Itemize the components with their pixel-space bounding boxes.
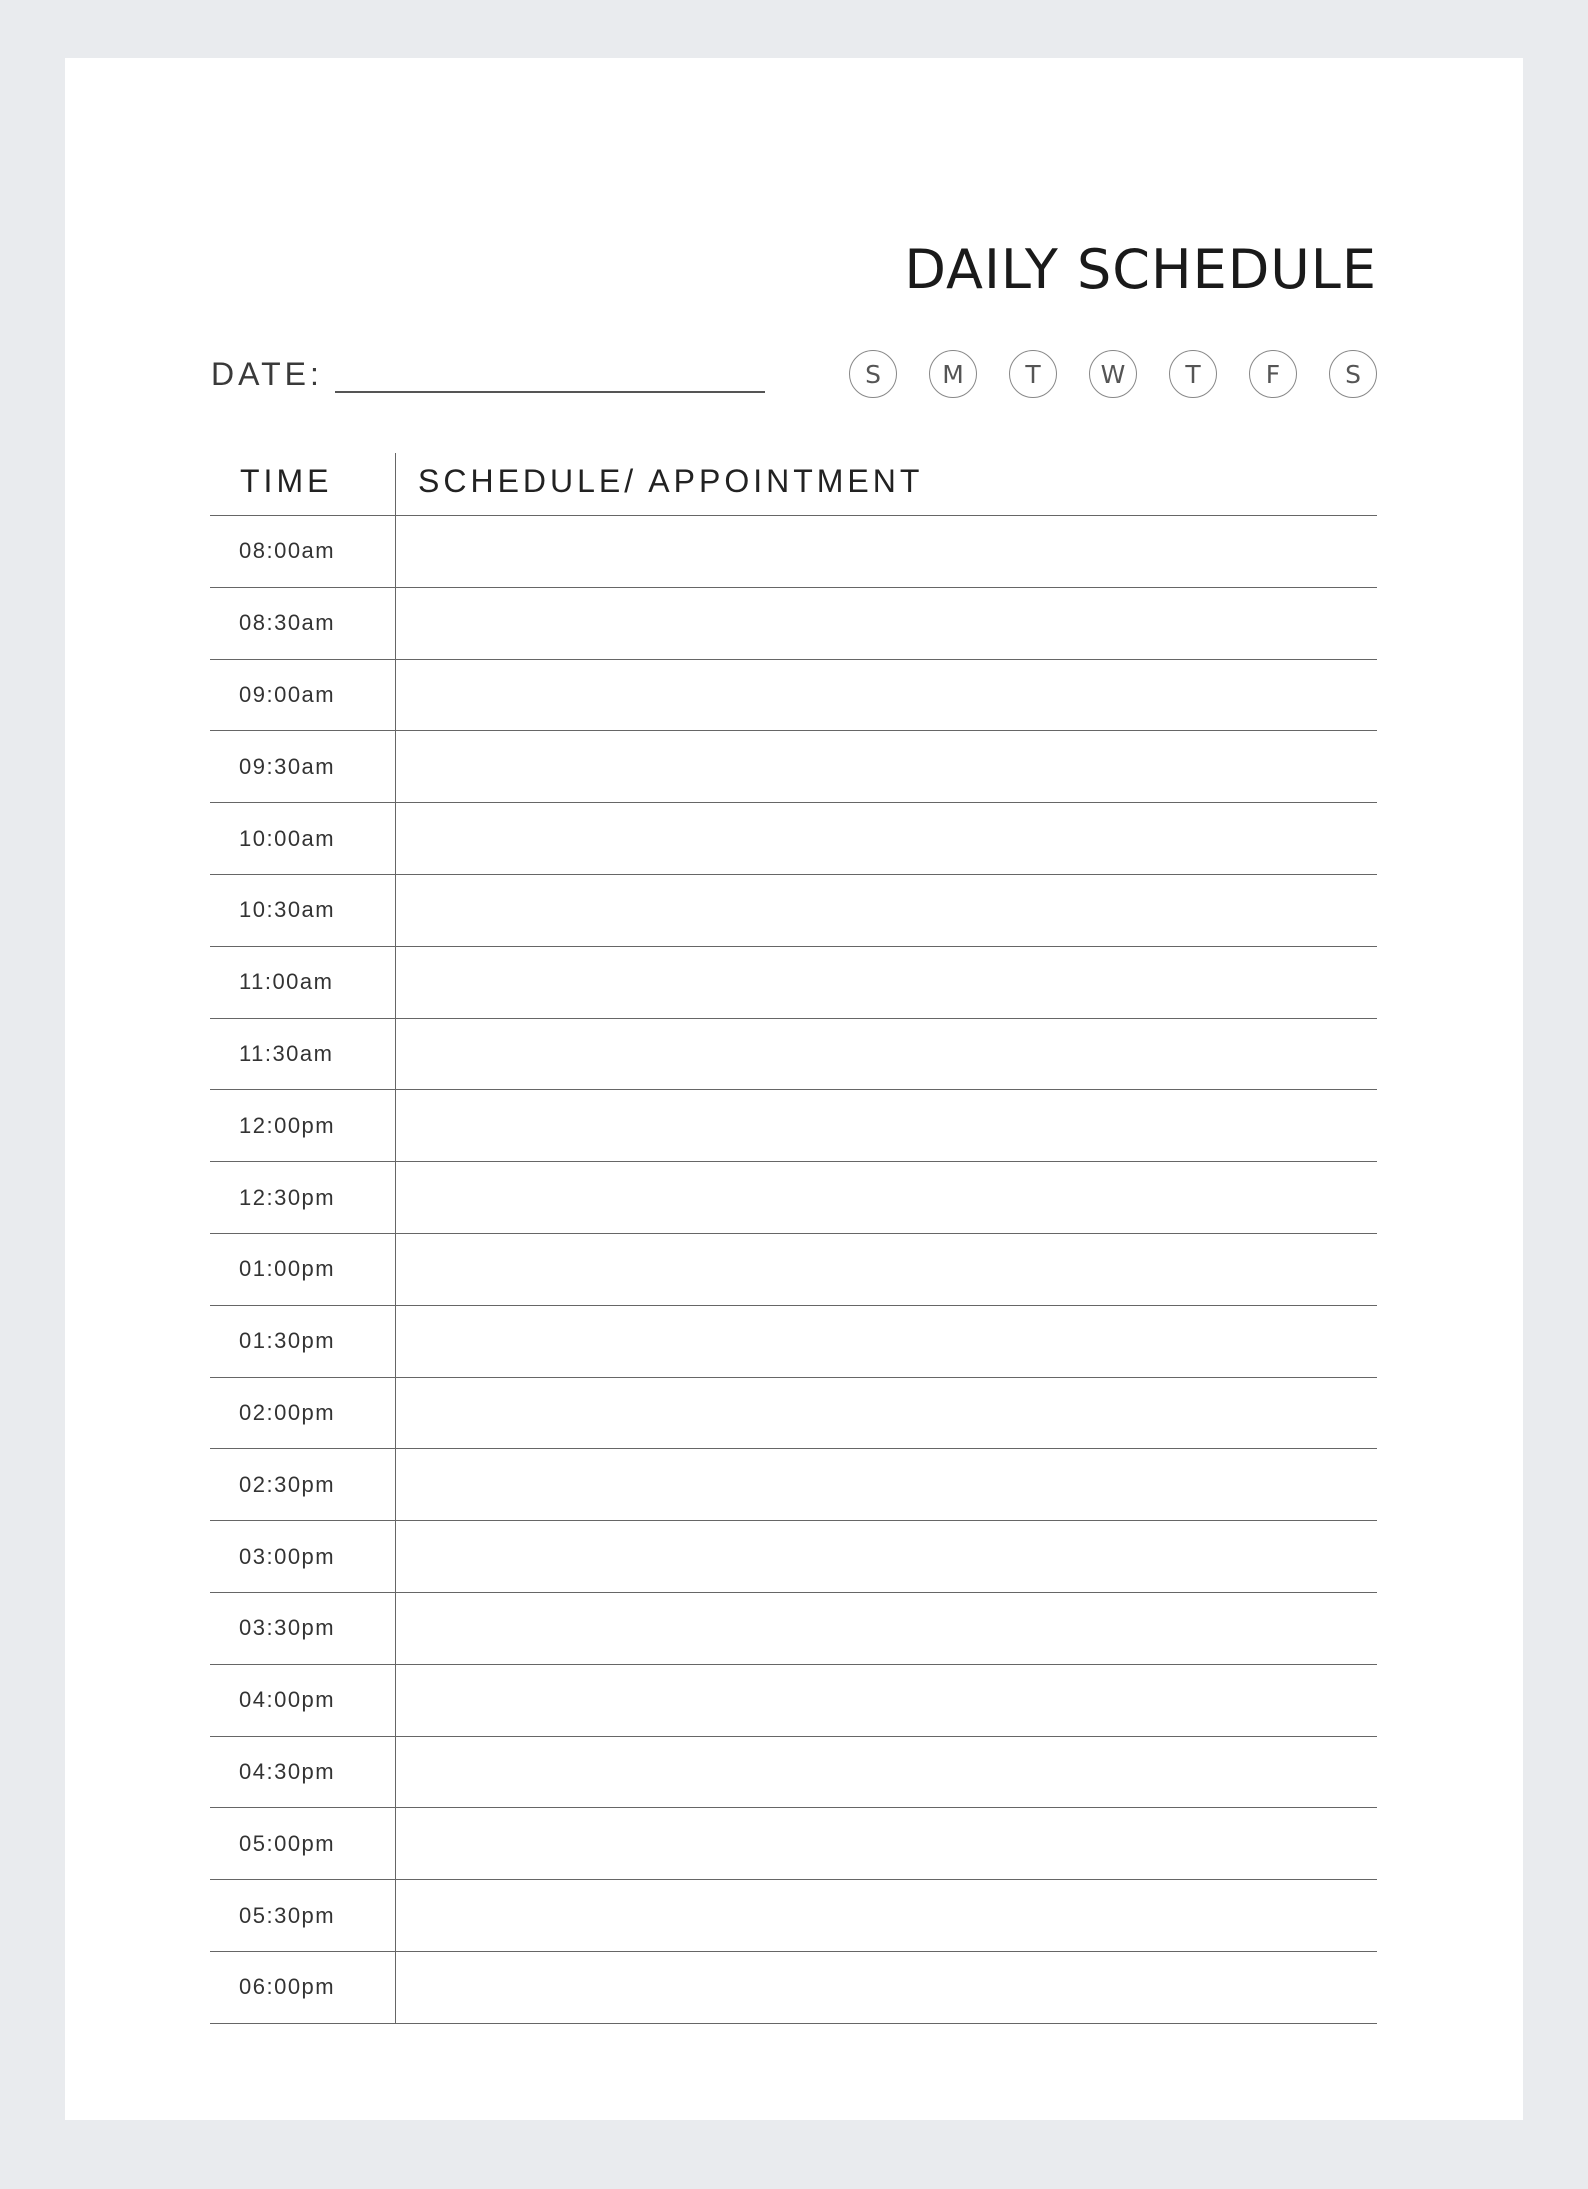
page-title: DAILY SCHEDULE [904, 238, 1377, 301]
time-slot-label: 04:00pm [210, 1665, 396, 1736]
schedule-table [210, 453, 1377, 2024]
time-slot-label: 01:00pm [210, 1234, 396, 1305]
table-header [210, 453, 1377, 516]
table-row [210, 516, 1377, 588]
appointment-cell[interactable] [396, 1952, 1377, 2023]
time-slot-label: 02:30pm [210, 1449, 396, 1520]
time-slot-label: 12:00pm [210, 1090, 396, 1161]
table-row [210, 1737, 1377, 1809]
time-slot-label: 08:30am [210, 588, 396, 659]
table-row [210, 1234, 1377, 1306]
table-row [210, 1593, 1377, 1665]
time-slot-label: 11:30am [210, 1019, 396, 1090]
appointment-cell[interactable] [396, 1808, 1377, 1879]
appointment-cell[interactable] [396, 660, 1377, 731]
appointment-cell[interactable] [396, 1880, 1377, 1951]
weekday-selector [849, 350, 1377, 398]
table-row [210, 1808, 1377, 1880]
time-slot-label: 10:30am [210, 875, 396, 946]
table-row [210, 1952, 1377, 2024]
appointment-cell[interactable] [396, 1737, 1377, 1808]
time-slot-label: 10:00am [210, 803, 396, 874]
day-circle-tuesday[interactable]: T [1009, 350, 1057, 398]
planner-sheet [65, 58, 1523, 2120]
day-circle-thursday[interactable]: T [1169, 350, 1217, 398]
table-row [210, 803, 1377, 875]
appointment-cell[interactable] [396, 875, 1377, 946]
appointment-cell[interactable] [396, 1162, 1377, 1233]
time-slot-label: 09:30am [210, 731, 396, 802]
time-slot-label: 01:30pm [210, 1306, 396, 1377]
appointment-cell[interactable] [396, 1090, 1377, 1161]
appointment-cell[interactable] [396, 1378, 1377, 1449]
day-circle-wednesday[interactable]: W [1089, 350, 1137, 398]
appointment-cell[interactable] [396, 1449, 1377, 1520]
appointment-cell[interactable] [396, 1306, 1377, 1377]
table-row [210, 660, 1377, 732]
time-slot-label: 06:00pm [210, 1952, 396, 2023]
time-slot-label: 02:00pm [210, 1378, 396, 1449]
day-circle-monday[interactable]: M [929, 350, 977, 398]
appointment-cell[interactable] [396, 947, 1377, 1018]
table-row [210, 1090, 1377, 1162]
table-row [210, 731, 1377, 803]
time-slot-label: 12:30pm [210, 1162, 396, 1233]
time-slot-label: 03:30pm [210, 1593, 396, 1664]
day-circle-sunday[interactable]: S [849, 350, 897, 398]
appointment-cell[interactable] [396, 1593, 1377, 1664]
appointment-cell[interactable] [396, 803, 1377, 874]
day-circle-friday[interactable]: F [1249, 350, 1297, 398]
time-slot-label: 04:30pm [210, 1737, 396, 1808]
appointment-cell[interactable] [396, 1665, 1377, 1736]
time-column-header: TIME [210, 453, 396, 515]
date-input-line[interactable] [335, 361, 765, 393]
time-slot-label: 03:00pm [210, 1521, 396, 1592]
table-row [210, 1449, 1377, 1521]
date-row [211, 356, 765, 393]
time-slot-label: 05:30pm [210, 1880, 396, 1951]
day-circle-saturday[interactable]: S [1329, 350, 1377, 398]
appointment-cell[interactable] [396, 1019, 1377, 1090]
appointment-cell[interactable] [396, 731, 1377, 802]
table-row [210, 1665, 1377, 1737]
time-slot-label: 05:00pm [210, 1808, 396, 1879]
schedule-column-header: SCHEDULE/ APPOINTMENT [418, 463, 924, 499]
table-row [210, 947, 1377, 1019]
table-row [210, 1521, 1377, 1593]
date-label: DATE: [211, 356, 323, 392]
table-row [210, 1019, 1377, 1091]
appointment-cell[interactable] [396, 1521, 1377, 1592]
table-row [210, 1880, 1377, 1952]
appointment-cell[interactable] [396, 588, 1377, 659]
time-slot-label: 09:00am [210, 660, 396, 731]
time-slot-label: 08:00am [210, 516, 396, 587]
table-row [210, 588, 1377, 660]
table-row [210, 875, 1377, 947]
table-row [210, 1162, 1377, 1234]
table-row [210, 1306, 1377, 1378]
appointment-cell[interactable] [396, 516, 1377, 587]
appointment-cell[interactable] [396, 1234, 1377, 1305]
table-row [210, 1378, 1377, 1450]
time-slots [210, 516, 1377, 2024]
time-slot-label: 11:00am [210, 947, 396, 1018]
